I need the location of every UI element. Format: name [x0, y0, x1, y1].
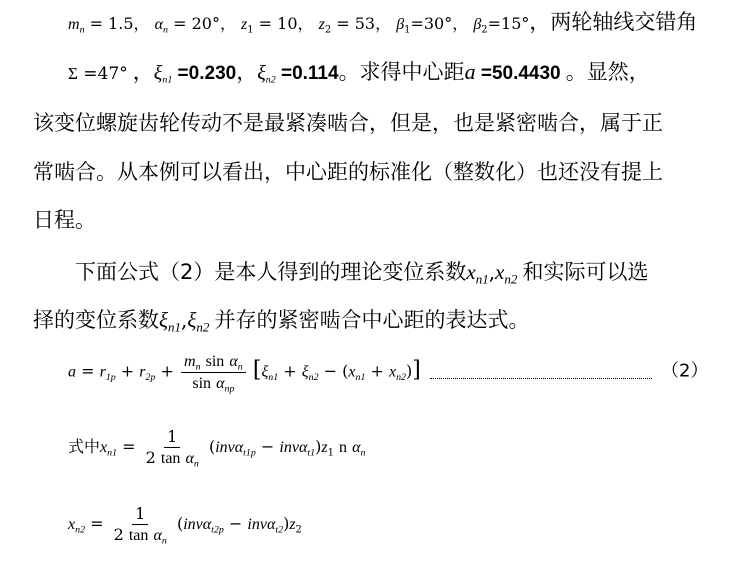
- param-line-1: $m_n = 1.5$， $\alpha_n = 20^\circ$， $z_1 = 10$， $z_2 = 53$， $\beta_1=30^\circ$， $\beta_2=15^\circ$，两轮轴线交错角: [68, 10, 698, 36]
- equation-number: （2）: [661, 360, 709, 382]
- leader-dots: [430, 378, 652, 379]
- beta2-value: 15°: [501, 14, 530, 33]
- text-line-5: 日程。: [33, 208, 96, 232]
- alpha-n-value: 20°: [191, 14, 220, 33]
- xi-n2-value: 0.114: [292, 63, 339, 84]
- equation-xn1: 式中$x_{n1}$ = $\frac{1}{2 \tan \alpha_n}$ $(inv\alpha_{t1p} - inv\alpha_{t1})z_1$ n $\alpha_n$: [68, 427, 366, 470]
- equation-2: $a = r_{1p} + r_{2p}$ + $\frac{m_n \sin \alpha_n}{\sin \alpha_{np}}$ $[\xi_{n1} + \xi_{n2} - (x_{n1} + x_{n2})]$ （2）: [68, 353, 709, 395]
- where-prefix: 式中: [68, 437, 101, 457]
- center-distance-value: 50.4430: [491, 63, 561, 84]
- clear-text: 。显然，: [565, 60, 650, 84]
- sigma-value: 47°: [97, 64, 128, 84]
- z2-value: 53: [354, 14, 376, 33]
- param-line-2: Σ =47° ，$\xi_{n1} =0.230$，$\xi_{n2} =0.114$。求得中心距a =50.4430 。显然，: [68, 59, 650, 86]
- line1-tail: ，两轮轴线交错角: [529, 10, 698, 34]
- equation-xn2: $x_{n2}$ = $\frac{1}{2 \tan \alpha_n}$ $(inv\alpha_{t2p} - inv\alpha_{t2})z_2$: [68, 504, 302, 547]
- text-line-4: 常啮合。从本例可以看出，中心距的标准化（整数化）也还没有提上: [33, 160, 663, 184]
- z1-value: 10: [277, 14, 298, 33]
- para2-line-1: 下面公式（2）是本人得到的理论变位系数$x_{n1},x_{n2}$ 和实际可以选: [75, 260, 649, 287]
- para2-line-2: 择的变位系数$\xi_{n1},\xi_{n2}$ 并存的紧密啮合中心距的表达式。: [33, 308, 530, 335]
- beta1-value: 30°: [423, 14, 453, 33]
- mn-value: 1.5: [108, 14, 134, 33]
- solve-text: 。求得中心距: [338, 60, 465, 84]
- eq2-fraction: $\frac{m_n \sin \alpha_n}{\sin \alpha_{np}}$: [181, 352, 246, 392]
- xi-n1-value: 0.230: [188, 63, 237, 84]
- text-line-3: 该变位螺旋齿轮传动不是最紧凑啮合，但是，也是紧密啮合，属于正: [33, 111, 663, 135]
